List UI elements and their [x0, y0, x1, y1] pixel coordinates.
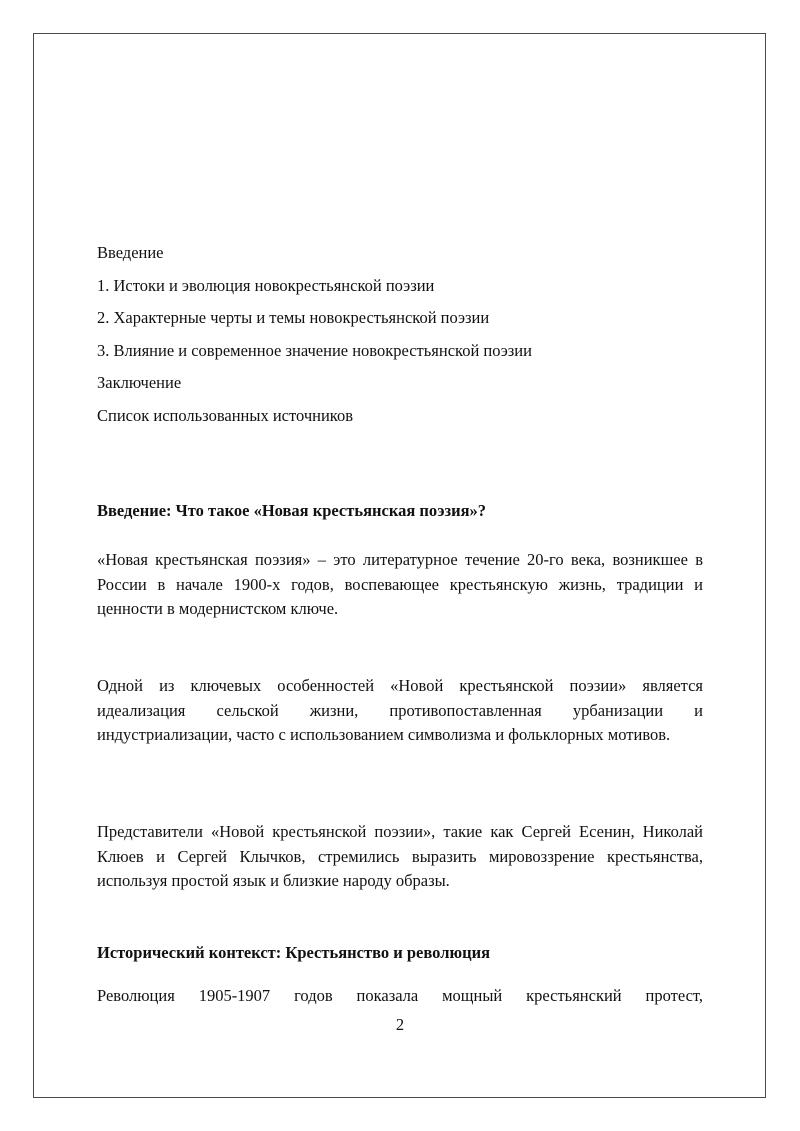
- toc-item-chapter-3: 3. Влияние и современное значение новокрестьянской поэзии: [97, 340, 532, 360]
- intro-heading: Введение: Что такое «Новая крестьянская поэзия»?: [97, 501, 487, 520]
- history-heading: Исторический контекст: Крестьянство и революция: [97, 943, 491, 962]
- toc-item-chapter-1: 1. Истоки и эволюция новокрестьянской поэзии: [97, 275, 435, 295]
- toc-item-conclusion: Заключение: [97, 373, 182, 392]
- intro-paragraph-1: «Новая крестьянская поэзия» – это литературное течение 20-го века, возникшее в России в начале 1900-х годов, воспевающее крестьянскую жизнь, традиции и ценности в модернистском ключе.: [97, 550, 703, 618]
- toc-item-chapter-2: 2. Характерные черты и темы новокрестьянской поэзии: [97, 308, 490, 327]
- intro-paragraph-2: Одной из ключевых особенностей «Новой крестьянской поэзии» является идеализация сельской жизни, противопоставленная урбанизации и индустриализации, часто с использованием символизма и фольклорных мотивов.: [97, 676, 703, 744]
- intro-paragraph-3: Представители «Новой крестьянской поэзии», такие как Сергей Есенин, Николай Клюев и Сергей Клычков, стремились выразить мировоззрение крестьянства, используя простой язык и близкие народу образы.: [97, 822, 703, 890]
- toc-item-introduction: Введение: [97, 243, 164, 262]
- table-of-contents: [97, 242, 703, 437]
- toc-item-references: Список использованных источников: [97, 405, 353, 425]
- history-paragraph: Революция 1905-1907 годов показала мощный крестьянский протест,: [97, 986, 703, 1005]
- page-number: 2: [395, 1015, 405, 1034]
